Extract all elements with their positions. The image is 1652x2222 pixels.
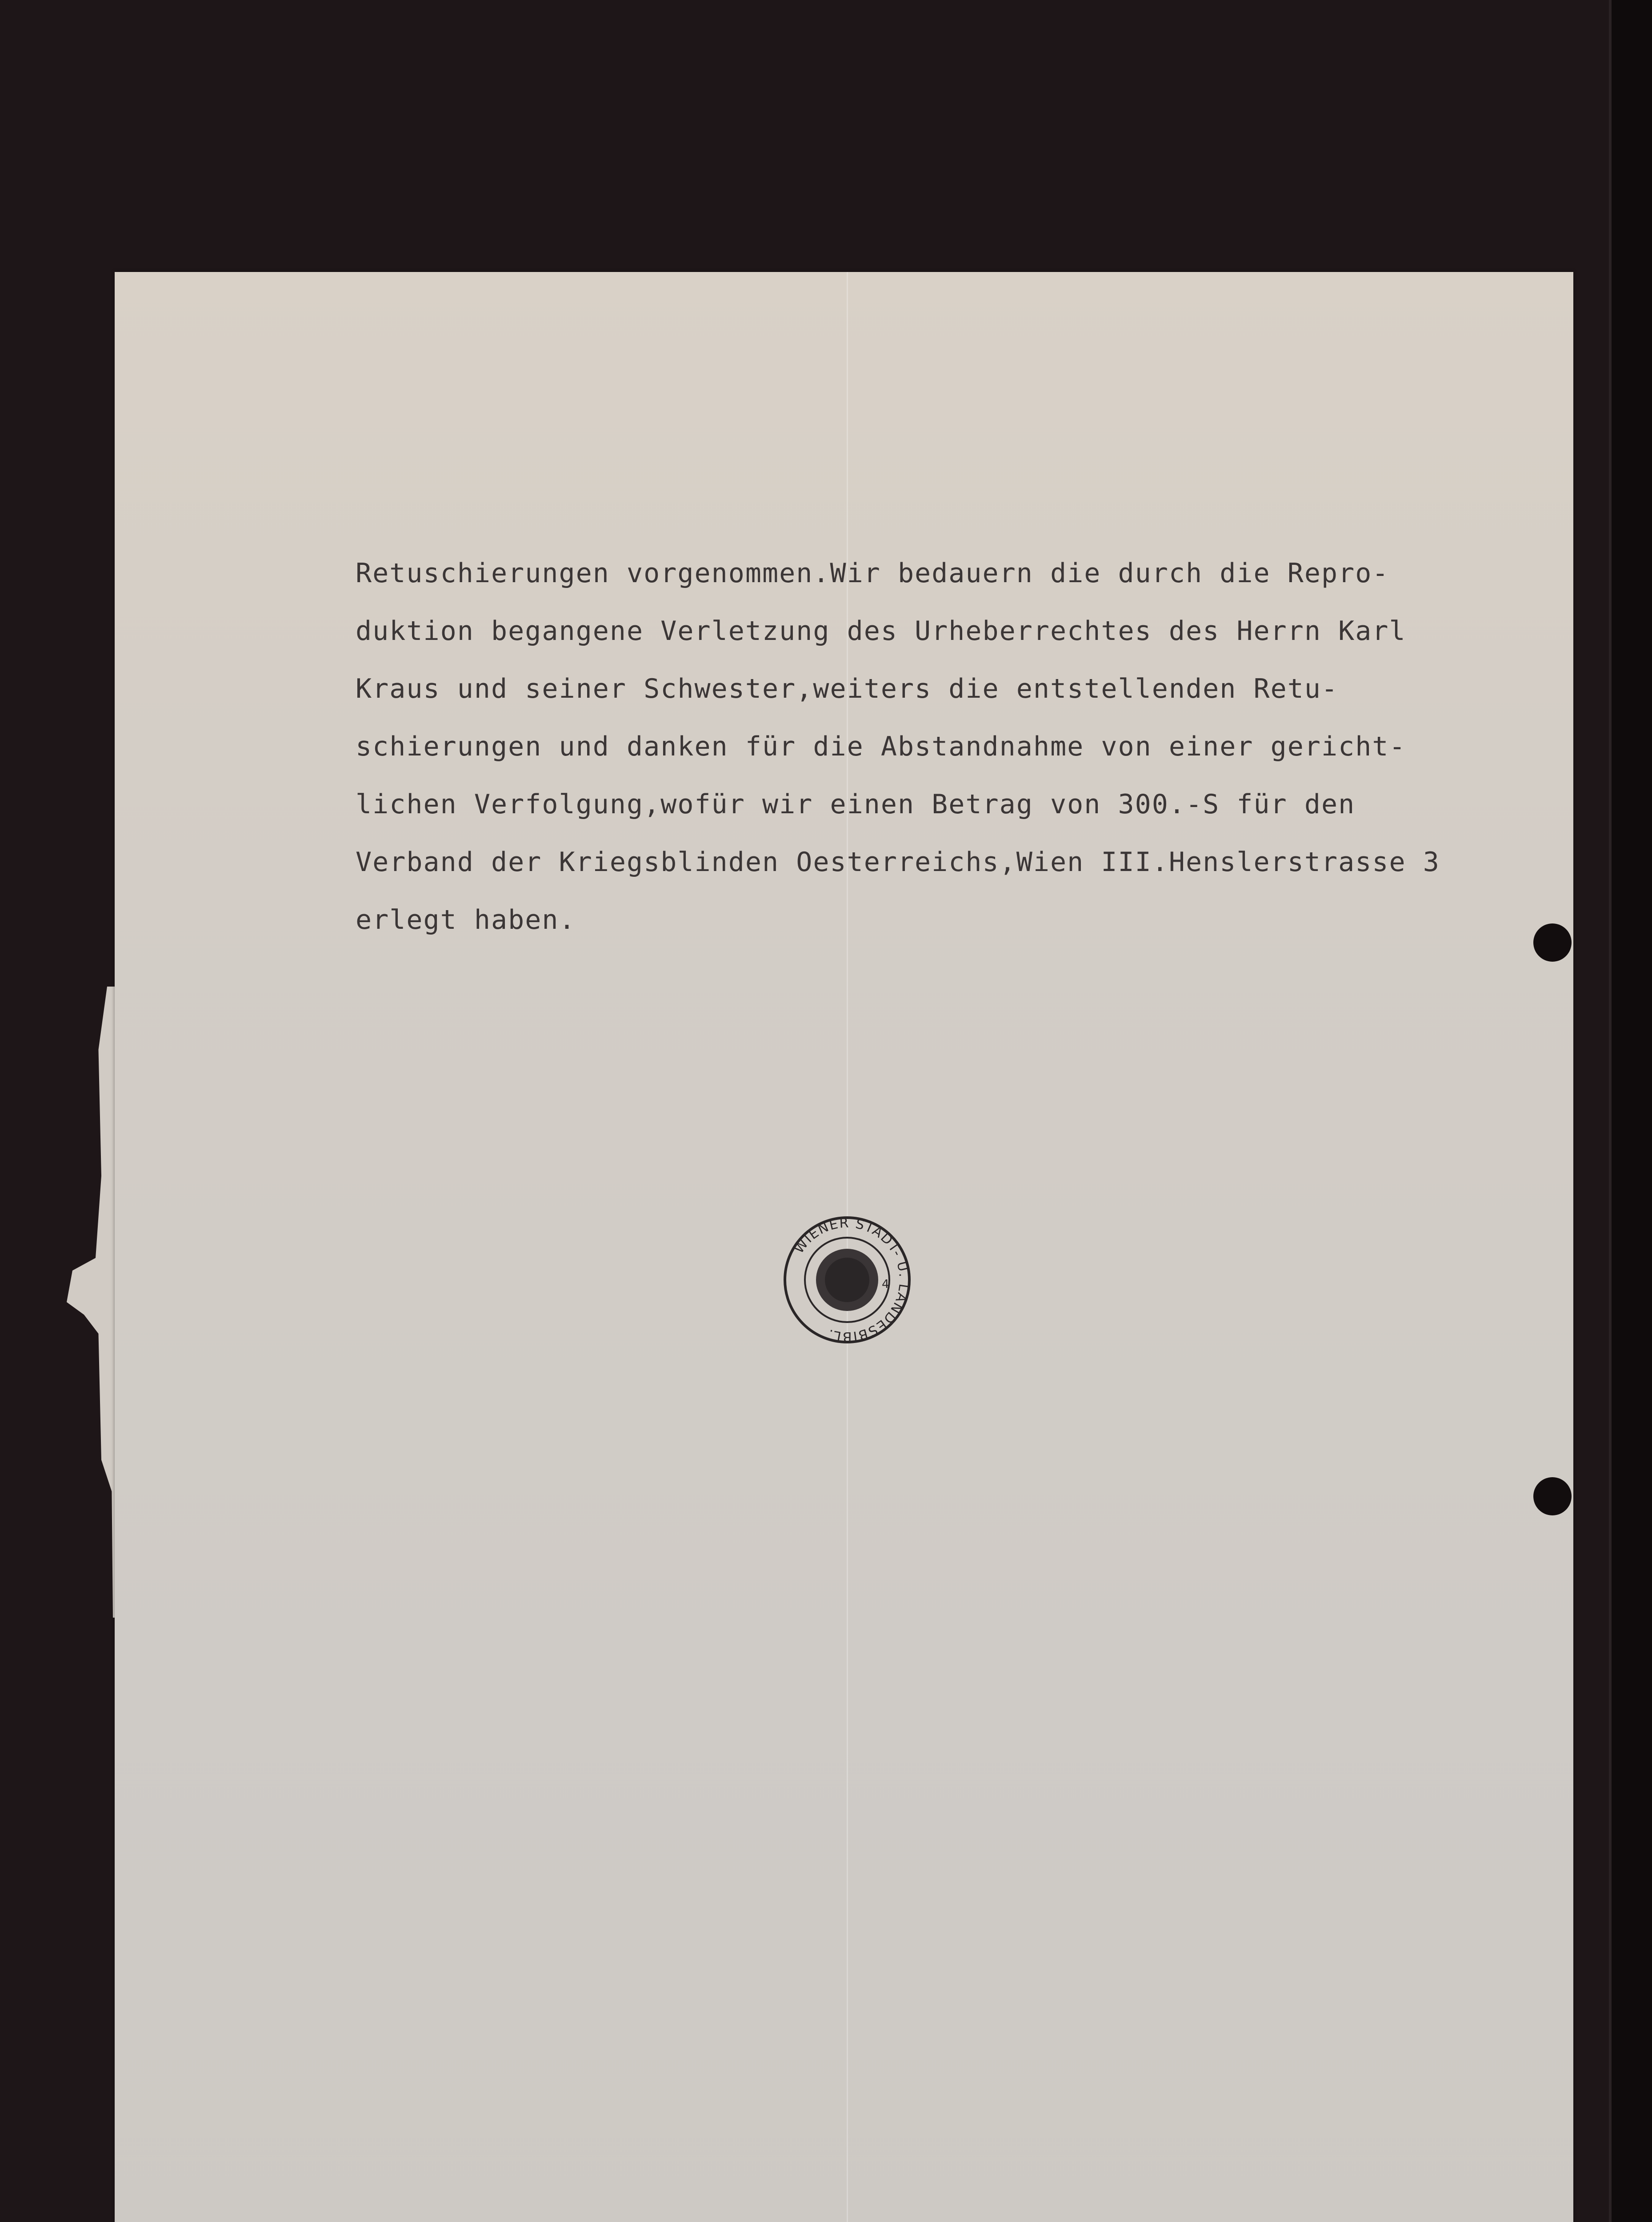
text-line: Kraus und seiner Schwester,weiters die entstellenden Retu- (356, 673, 1339, 704)
text-line: Verband der Kriegsblinden Oesterreichs,Wien III.Henslerstrasse 3 (356, 847, 1440, 878)
text-line: schierungen und danken für die Abstandnahme von einer gericht- (356, 731, 1406, 762)
folder-edge (1609, 0, 1652, 2222)
text-line: Retuschierungen vorgenommen.Wir bedauern die durch die Repro- (356, 558, 1389, 589)
punch-hole-top (1533, 923, 1572, 962)
stamp-number: 4 (882, 1278, 889, 1291)
punch-hole-bottom (1533, 1477, 1572, 1515)
text-line: lichen Verfolgung,wofür wir einen Betrag von 300.-S für den (356, 789, 1356, 820)
stamp-text: WIENER STADT- U. LANDESBIBL. (791, 1215, 912, 1345)
text-line: erlegt haben. (356, 904, 576, 935)
library-stamp-icon (780, 1213, 914, 1347)
text-line: duktion begangene Verletzung des Urheberrechtes des Herrn Karl (356, 615, 1406, 647)
document-body (356, 544, 1493, 949)
